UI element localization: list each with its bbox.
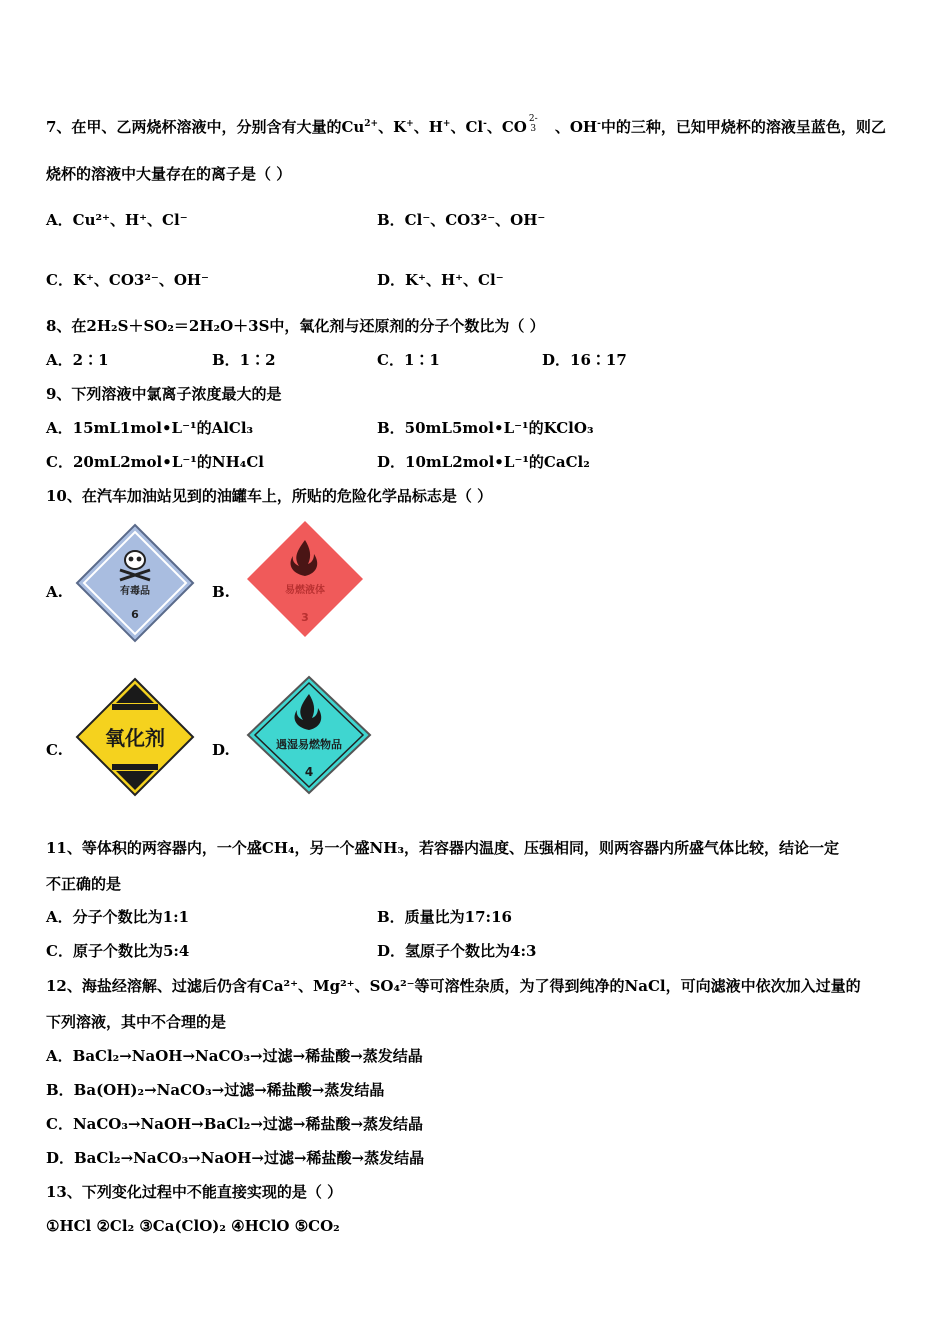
toxic-sign-class: 6 [131,608,139,621]
q9-option-a[interactable]: A．15mL1mol•L⁻¹的AlCl₃ [46,419,254,437]
q9-option-d[interactable]: D．10mL2mol•L⁻¹的CaCl₂ [377,453,590,471]
q11-option-b[interactable]: B．质量比为17:16 [377,908,512,926]
q10-option-b[interactable]: B. [212,583,230,601]
q9-stem: 9、下列溶液中氯离子浓度最大的是 [46,385,282,403]
q10-option-c[interactable]: C. [46,741,63,759]
q11-option-a[interactable]: A．分子个数比为1:1 [46,908,190,926]
q12-option-b[interactable]: B．Ba(OH)₂→NaCO₃→过滤→稀盐酸→蒸发结晶 [46,1081,385,1099]
q13-stem: 13、下列变化过程中不能直接实现的是（ ） [46,1183,343,1201]
q8-option-d[interactable]: D．16∶17 [542,351,627,369]
q7-option-c[interactable]: C．K⁺、CO3²⁻、OH⁻ [46,271,209,289]
flammable-sign-label: 易燃液体 [285,585,325,596]
dangerous-when-wet-sign[interactable] [242,674,376,796]
toxic-sign-label: 有毒品 [120,586,150,597]
q10-option-a[interactable]: A. [46,583,63,601]
q8-option-c[interactable]: C．1∶1 [377,351,440,369]
q9-option-b[interactable]: B．50mL5mol•L⁻¹的KClO₃ [377,419,594,437]
toxic-hazard-sign[interactable] [74,522,196,644]
q7-option-d[interactable]: D．K⁺、H⁺、Cl⁻ [377,271,504,289]
q11-option-c[interactable]: C．原子个数比为5:4 [46,942,190,960]
q10-option-d[interactable]: D. [212,741,230,759]
flammable-liquid-sign[interactable] [244,518,366,640]
flammable-sign-class: 3 [301,611,309,624]
q12-line2: 下列溶液，其中不合理的是 [46,1013,227,1031]
q7-line2: 烧杯的溶液中大量存在的离子是（ ） [46,165,292,183]
q10-stem: 10、在汽车加油站见到的油罐车上，所贴的危险化学品标志是（ ） [46,487,493,505]
q11-option-d[interactable]: D．氢原子个数比为4:3 [377,942,537,960]
q12-line1: 12、海盐经溶解、过滤后仍含有Ca²⁺、Mg²⁺、SO₄²⁻等可溶性杂质，为了得到纯净的NaCl，可向滤液中依次加入过量的 [46,977,861,995]
wet-sign-class: 4 [304,765,314,779]
q8-option-b[interactable]: B．1∶2 [212,351,276,369]
q8-option-a[interactable]: A．2∶1 [46,351,109,369]
q12-option-d[interactable]: D．BaCl₂→NaCO₃→NaOH→过滤→稀盐酸→蒸发结晶 [46,1149,425,1167]
oxidizer-sign[interactable] [74,676,196,798]
q11-line1: 11、等体积的两容器内，一个盛CH₄，另一个盛NH₃，若容器内温度、压强相同，则两容器内所盛气体比较，结论一定 [46,839,840,857]
q8-stem: 8、在2H₂S＋SO₂＝2H₂O＋3S中，氧化剂与还原剂的分子个数比为（ ） [46,317,545,335]
wet-sign-label: 遇湿易燃物品 [276,738,342,751]
q9-option-c[interactable]: C．20mL2mol•L⁻¹的NH₄Cl [46,453,264,471]
q7-option-b[interactable]: B．Cl⁻、CO3²⁻、OH⁻ [377,211,546,229]
q13-items: ①HCl ②Cl₂ ③Ca(ClO)₂ ④HClO ⑤CO₂ [46,1217,340,1235]
q11-line2: 不正确的是 [46,875,122,893]
q7-line1: 7、在甲、乙两烧杯溶液中，分别含有大量的$Cu^{2+}$、K+、H+、Cl-、CO 2- 3 、OH-中的三种，已知甲烧杯的溶液呈蓝色，则乙 [46,114,886,136]
q12-option-c[interactable]: C．NaCO₃→NaOH→BaCl₂→过滤→稀盐酸→蒸发结晶 [46,1115,424,1133]
oxidizer-sign-label: 氧化剂 [105,726,165,750]
q12-option-a[interactable]: A．BaCl₂→NaOH→NaCO₃→过滤→稀盐酸→蒸发结晶 [46,1047,423,1065]
q7-option-a[interactable]: A．Cu²⁺、H⁺、Cl⁻ [46,211,188,229]
